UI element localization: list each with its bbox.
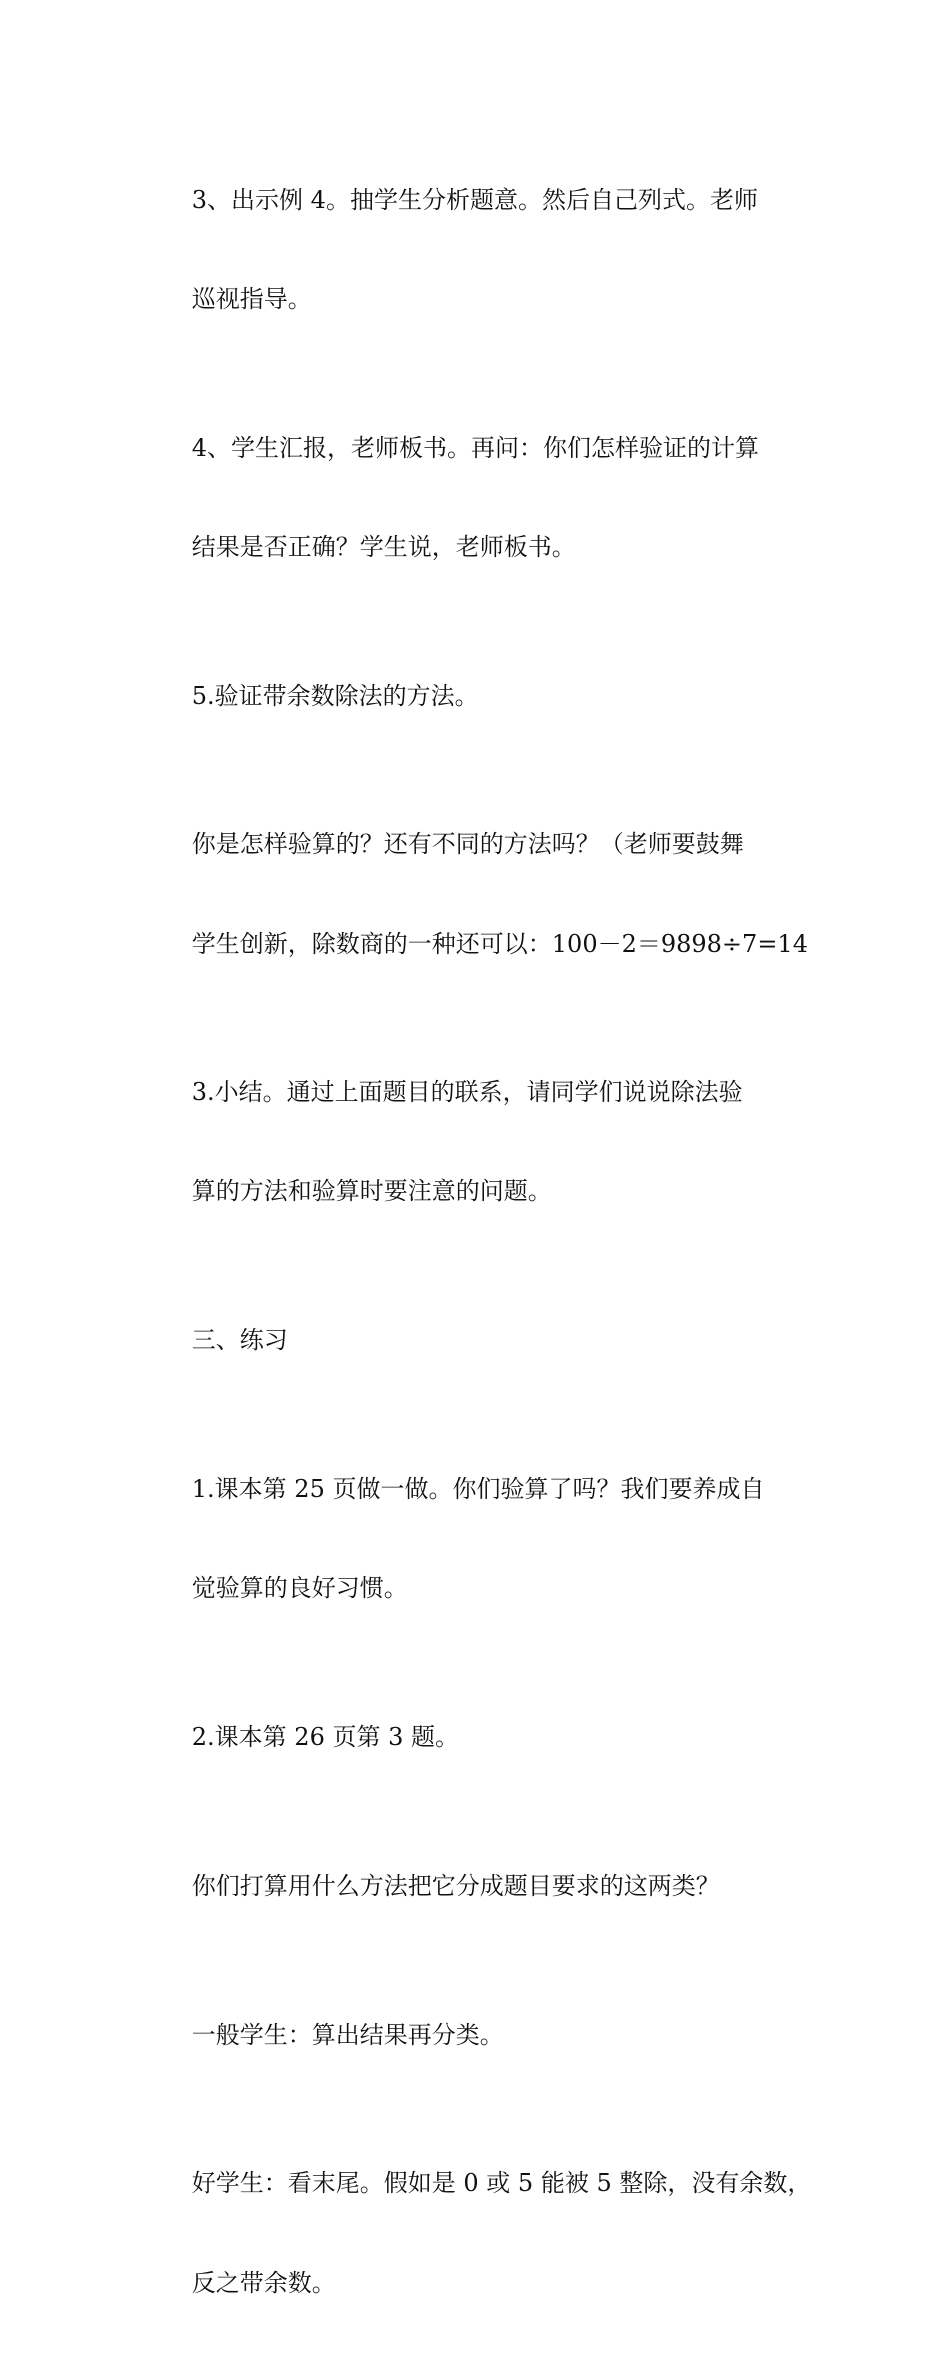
paragraph-good-students <box>146 2110 816 2358</box>
paragraph-average-students <box>146 1961 816 2110</box>
text-line: 3、出示例 4。抽学生分析题意。然后自己列式。老师 <box>191 185 758 214</box>
text-line: 算的方法和验算时要注意的问题。 <box>191 1177 552 1206</box>
paragraph-how-to-check <box>146 771 816 1019</box>
text-line: 巡视指导。 <box>191 284 312 313</box>
text-line: 觉验算的良好习惯。 <box>191 1574 408 1603</box>
paragraph-verify-method <box>146 622 816 771</box>
text-line: 4、学生汇报，老师板书。再问：你们怎样验证的计算 <box>191 433 760 462</box>
text-line: 结果是否正确？学生说，老师板书。 <box>191 532 576 561</box>
section-heading-practice <box>146 1267 816 1416</box>
text-line: 一般学生：算出结果再分类。 <box>191 2020 504 2049</box>
document-body <box>146 126 816 2358</box>
text-line: 反之带余数。 <box>191 2268 336 2297</box>
paragraph-exercise-2 <box>146 1663 816 1812</box>
text-line: 你们打算用什么方法把它分成题目要求的这两类？ <box>191 1871 720 1900</box>
text-line: 好学生：看末尾。假如是 0 或 5 能被 5 整除，没有余数， <box>191 2169 812 2198</box>
text-line: 你是怎样验算的？还有不同的方法吗？（老师要鼓舞 <box>191 830 744 859</box>
text-line: 3.小结。通过上面题目的联系，请同学们说说除法验 <box>191 1078 743 1107</box>
text-line: 三、练习 <box>191 1326 288 1355</box>
text-line: 1.课本第 25 页做一做。你们验算了吗？我们要养成自 <box>191 1475 765 1504</box>
paragraph-student-report <box>146 374 816 622</box>
text-line: 5.验证带余数除法的方法。 <box>191 681 479 710</box>
paragraph-question <box>146 1812 816 1961</box>
text-line: 2.课本第 26 页第 3 题。 <box>191 1723 460 1751</box>
text-line: 学生创新，除数商的一种还可以：100－2＝9898÷7=14 <box>191 929 808 958</box>
paragraph-summary <box>146 1019 816 1267</box>
paragraph-example-4 <box>146 126 816 374</box>
paragraph-exercise-1 <box>146 1415 816 1663</box>
